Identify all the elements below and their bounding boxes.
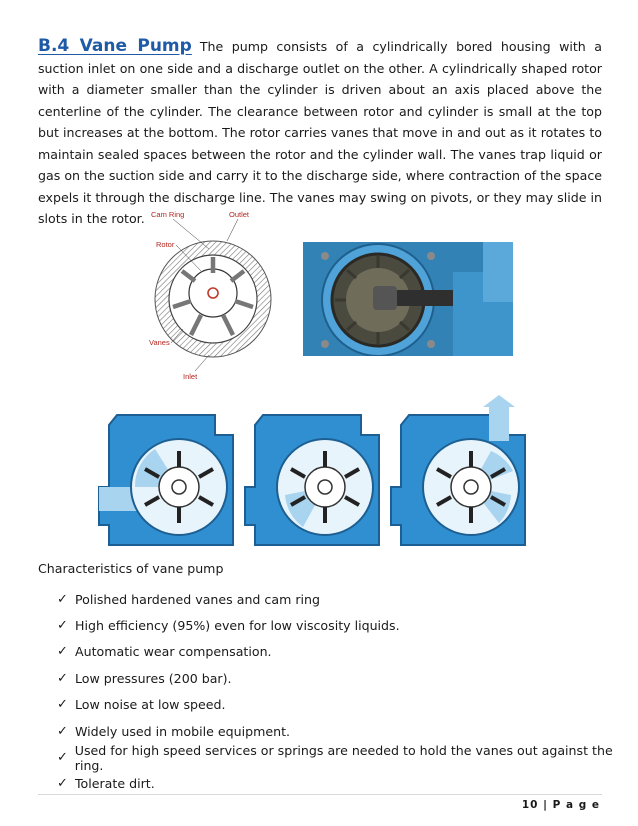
label-rotor: Rotor	[156, 240, 175, 249]
stage-discharge	[391, 395, 525, 545]
discharge-arrow	[483, 395, 515, 407]
list-item: ✓ High efficiency (95%) even for low viscosity liquids.	[57, 618, 400, 634]
list-item: ✓ Automatic wear compensation.	[57, 644, 272, 660]
stage-intake	[99, 415, 233, 545]
check-icon: ✓	[57, 723, 68, 739]
label-vanes: Vanes	[149, 338, 170, 347]
list-item: ✓ Tolerate dirt.	[57, 776, 155, 792]
rotor	[189, 269, 237, 317]
list-item: ✓ Low pressures (200 bar).	[57, 670, 232, 686]
characteristics-title: Characteristics of vane pump	[38, 561, 224, 576]
list-item: ✓ Widely used in mobile equipment.	[57, 723, 291, 739]
check-icon: ✓	[57, 591, 68, 607]
check-icon: ✓	[57, 670, 68, 686]
section-heading: B.4 Vane Pump	[38, 36, 192, 56]
list-item: ✓ Polished hardened vanes and cam ring	[57, 591, 320, 607]
label-inlet: Inlet	[183, 372, 198, 381]
page-number: 10 | P a g e	[521, 799, 600, 811]
intro-text: The pump consists of a cylindrically bored housing with a suction inlet on one side and a discharge outlet on the other. A cylindrically shaped rotor with a diameter smaller than the cylinder is driven about an axis placed above the centerline of the cylinder. The clearance between rotor and cylinder is small at the top but increases at the bottom. The rotor carries vanes that move in and out as it rotates to maintain sealed spaces between the rotor and the cylinder wall. The vanes trap liquid or gas on the suction side and carry it to the discharge side, where contraction of the space expels it through the discharge line. The vanes may swing on pivots, or they may slide in slots in the rotor.	[38, 39, 602, 226]
stage-transfer	[245, 415, 379, 545]
check-icon: ✓	[57, 750, 68, 766]
intro-paragraph	[38, 36, 602, 230]
check-icon: ✓	[57, 644, 68, 660]
pumping-cycle-illustration	[95, 395, 527, 547]
list-item: ✓ Low noise at low speed.	[57, 697, 226, 713]
vane-pump-photo	[303, 242, 513, 356]
footer-divider	[38, 794, 602, 795]
check-icon: ✓	[57, 697, 68, 713]
label-cam-ring: Cam Ring	[151, 210, 185, 219]
label-outlet: Outlet	[229, 210, 250, 219]
check-icon: ✓	[57, 618, 68, 634]
vane-pump-labeled-diagram	[143, 207, 273, 382]
check-icon: ✓	[57, 776, 68, 792]
list-item: ✓ Used for high speed services or springs are needed to hold the vanes out against the ring.	[57, 742, 613, 773]
characteristics-list	[57, 586, 638, 797]
